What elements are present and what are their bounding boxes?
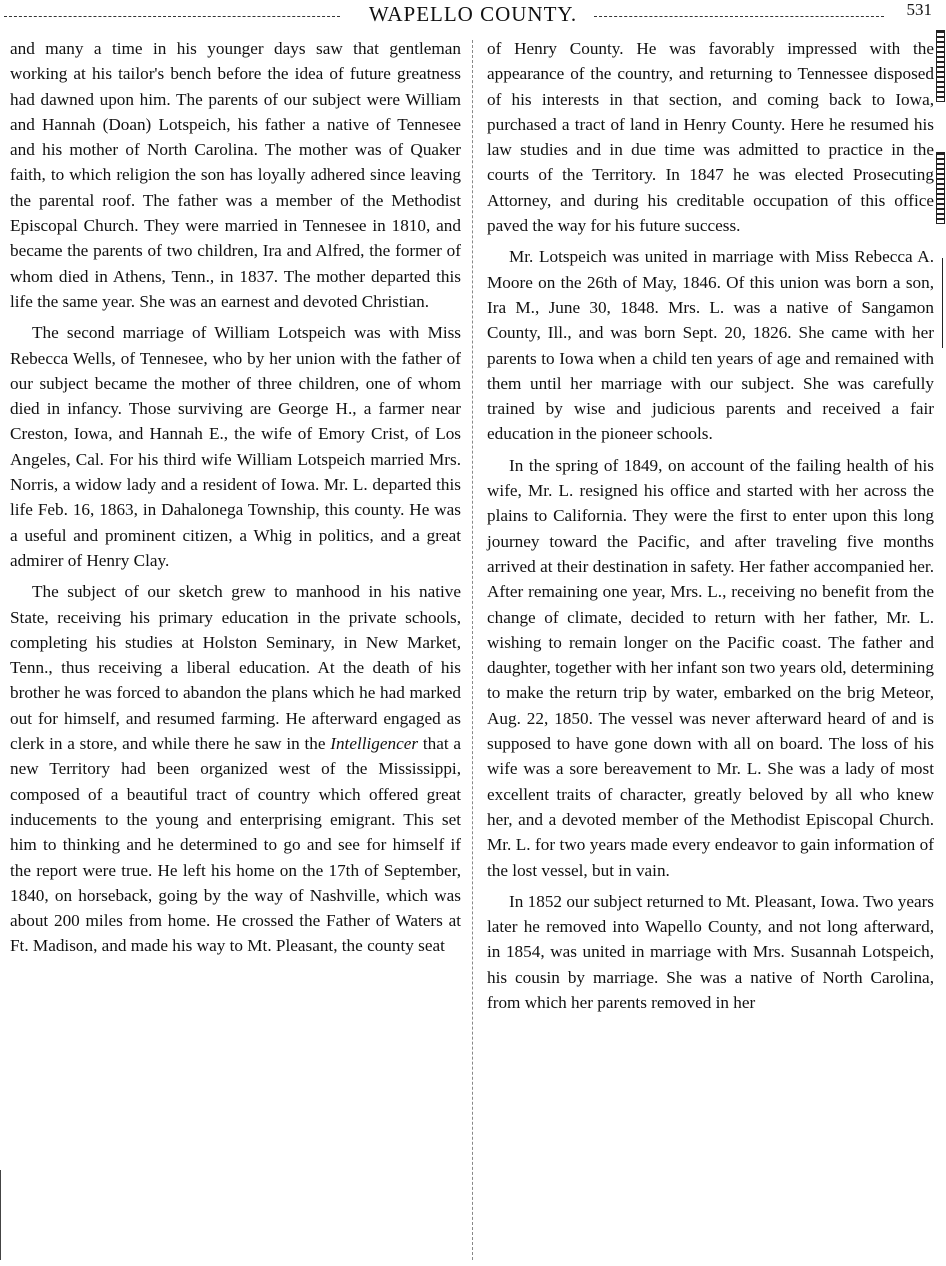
right-paragraph-1: of Henry County. He was favorably impressed with the appearance of the country, and returning to Tennessee disposed of his interests in that section, and coming back to Iowa, purchased a tract of land in Henry County. Here he resumed his law studies and in due time was admitted to practice in the courts of the Territory. In 1847 he was elected Prosecuting Attorney, and during his creditable occupation of this office paved the way for his future success. [487,39,934,236]
page-header [0,0,946,34]
header-rule-right [594,16,884,17]
left-paragraph-3 [10,579,461,958]
page-number: 531 [906,0,932,19]
right-paragraph-2: Mr. Lotspeich was united in marriage with Miss Rebecca A. Moore on the 26th of May, 1846. Of this union was born a son, Ira M., June 30, 1848. Mrs. L. was a native of Sangamon County, Ill., and was born Sept. 20, 1826. She came with her parents to Iowa when a child ten years of age and remained with them until her marriage with our subject. She was carefully trained by wise and judicious parents and received a fair education in the pioneer schools. [487,247,934,444]
right-paragraph-3: In the spring of 1849, on account of the failing health of his wife, Mr. L. resigned his office and started with her across the plains to California. They were the first to enter upon this long journey toward the Pacific, and after traveling five months arrived at their destination in safety. Her father accompanied her. After remaining one year, Mrs. L., receiving no benefit from the change of climate, decided to return with her father, Mr. L. wishing to remain longer on the Pacific coast. The father and daughter, together with her infant son two years old, determining to make the return trip by water, embarked on the brig Meteor, Aug. 22, 1850. The vessel was never afterward heard of and is supposed to have gone down with all on board. The loss of his wife was a sore bereavement to Mr. L. She was a lady of most excellent traits of character, greatly beloved by all who knew her, and a devoted member of the Methodist Episcopal Church. Mr. L. for two years made every endeavor to gain information of the lost vessel, but in vain. [487,455,934,880]
binding-edge-marks [936,30,946,350]
left-paragraph-3-part-1: The subject of our sketch grew to manhood in his native State, receiving his primary education in the private schools, completing his studies at Holston Seminary, in New Market, Tenn., thus receiving a liberal education. At the death of his brother he was forced to abandon the plans which he had marked out for himself, and resumed farming. He afterward engaged as clerk in a store, and while there he saw in the [10,582,461,754]
newspaper-title: Intelligencer [330,734,419,754]
right-paragraph-4: In 1852 our subject returned to Mt. Pleasant, Iowa. Two years later he removed into Wapello County, and not long afterward, in 1854, was united in marriage with Mrs. Susannah Lotspeich, his cousin by marriage. She was a native of North Carolina, from which her parents removed in her [487,891,934,1012]
left-edge-line [0,1170,1,1260]
running-title: WAPELLO COUNTY. [368,2,578,26]
edge-mark-lower [936,152,945,224]
column-divider [472,40,473,1260]
left-paragraph-1: and many a time in his younger days saw that gentleman working at his tailor's bench before the idea of future greatness had dawned upon him. The parents of our subject were William and Hannah (Doan) Lotspeich, his father a native of Tennesee and his mother of North Carolina. The mother was of Quaker faith, to which religion the son has loyally adhered since leaving the parental roof. The father was a member of the Methodist Episcopal Church. They were married in Tennesee in 1810, and became the parents of two children, Ira and Alfred, the former of whom died in Athens, Tenn., in 1837. The mother departed this life the same year. She was an earnest and devoted Christian. [10,39,461,311]
left-column [10,36,461,959]
edge-line [942,258,943,348]
left-paragraph-3-part-2: that a new Territory had been organized west of the Mississippi, composed of a beautiful tract of country which offered great inducements to the young and enterprising emigrant. This set him to thinking and he determined to go and see for himself if the report were true. He left his home on the 17th of September, 1840, on horseback, going by the way of Nashville, which was about 200 miles from home. He crossed the Father of Waters at Ft. Madison, and made his way to Mt. Pleasant, the county seat [10,734,462,956]
left-paragraph-2: The second marriage of William Lotspeich was with Miss Rebecca Wells, of Tennesee, who by her union with the father of our subject became the mother of three children, one of whom died in infancy. Those surviving are George H., a farmer near Creston, Iowa, and Hannah E., the wife of Emory Crist, of Los Angeles, Cal. For his third wife William Lotspeich married Mrs. Norris, a widow lady and a resident of Iowa. Mr. L. departed this life Feb. 16, 1863, in Dahalonega Township, this county. He was a useful and prominent citizen, a Whig in politics, and a great admirer of Henry Clay. [10,323,461,570]
edge-mark-upper [936,30,945,102]
right-column [487,36,934,1015]
